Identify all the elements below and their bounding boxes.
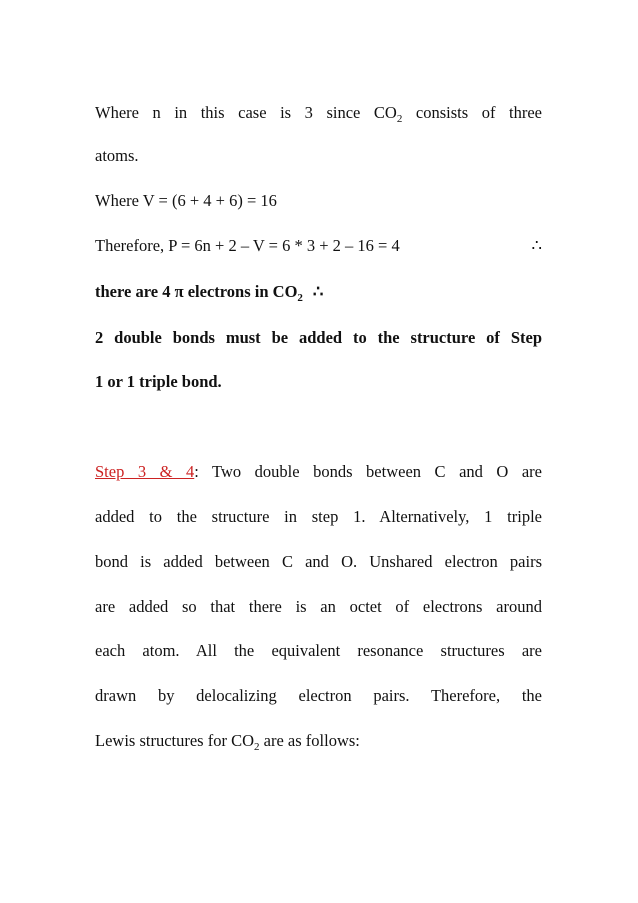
therefore-symbol: ∴ xyxy=(531,236,542,255)
paragraph-6-line-5: each atom. All the equivalent resonance structures are xyxy=(95,641,542,660)
paragraph-6-line-2: added to the structure in step 1. Alternatively, 1 triple xyxy=(95,507,542,526)
paragraph-6-line-1 xyxy=(95,462,542,482)
text-segment: are as follows: xyxy=(259,731,360,750)
text-segment: Lewis structures for CO xyxy=(95,731,255,750)
equation-text: Therefore, P = 6n + 2 – V = 6 * 3 + 2 – 16 = 4 xyxy=(95,236,400,255)
paragraph-6-line-7 xyxy=(95,731,542,751)
paragraph-1-line-2: atoms. xyxy=(95,146,139,165)
paragraph-6-line-6: drawn by delocalizing electron pairs. Therefore, the xyxy=(95,686,542,705)
subscript: 2 xyxy=(297,292,303,304)
paragraph-1-line-1 xyxy=(95,103,542,123)
paragraph-5-line-2: 1 or 1 triple bond. xyxy=(95,372,222,391)
subscript: 2 xyxy=(254,741,260,753)
text-segment: consists of three xyxy=(402,103,542,122)
paragraph-4 xyxy=(95,282,542,302)
text-segment: Where n in this case is 3 since CO xyxy=(95,103,397,122)
paragraph-6-line-3: bond is added between C and O. Unshared electron pairs xyxy=(95,552,542,571)
step-link[interactable]: Step 3 & 4 xyxy=(95,462,195,481)
text-segment: there are 4 π electrons in CO xyxy=(95,282,298,301)
subscript: 2 xyxy=(396,113,403,125)
paragraph-3 xyxy=(95,236,542,256)
paragraph-5-line-1: 2 double bonds must be added to the structure of Step xyxy=(95,328,542,347)
paragraph-2: Where V = (6 + 4 + 6) = 16 xyxy=(95,191,277,210)
text-segment: : Two double bonds between C and O are xyxy=(194,462,542,481)
therefore-symbol: ∴ xyxy=(312,282,324,301)
paragraph-6-line-4: are added so that there is an octet of electrons around xyxy=(95,597,542,616)
